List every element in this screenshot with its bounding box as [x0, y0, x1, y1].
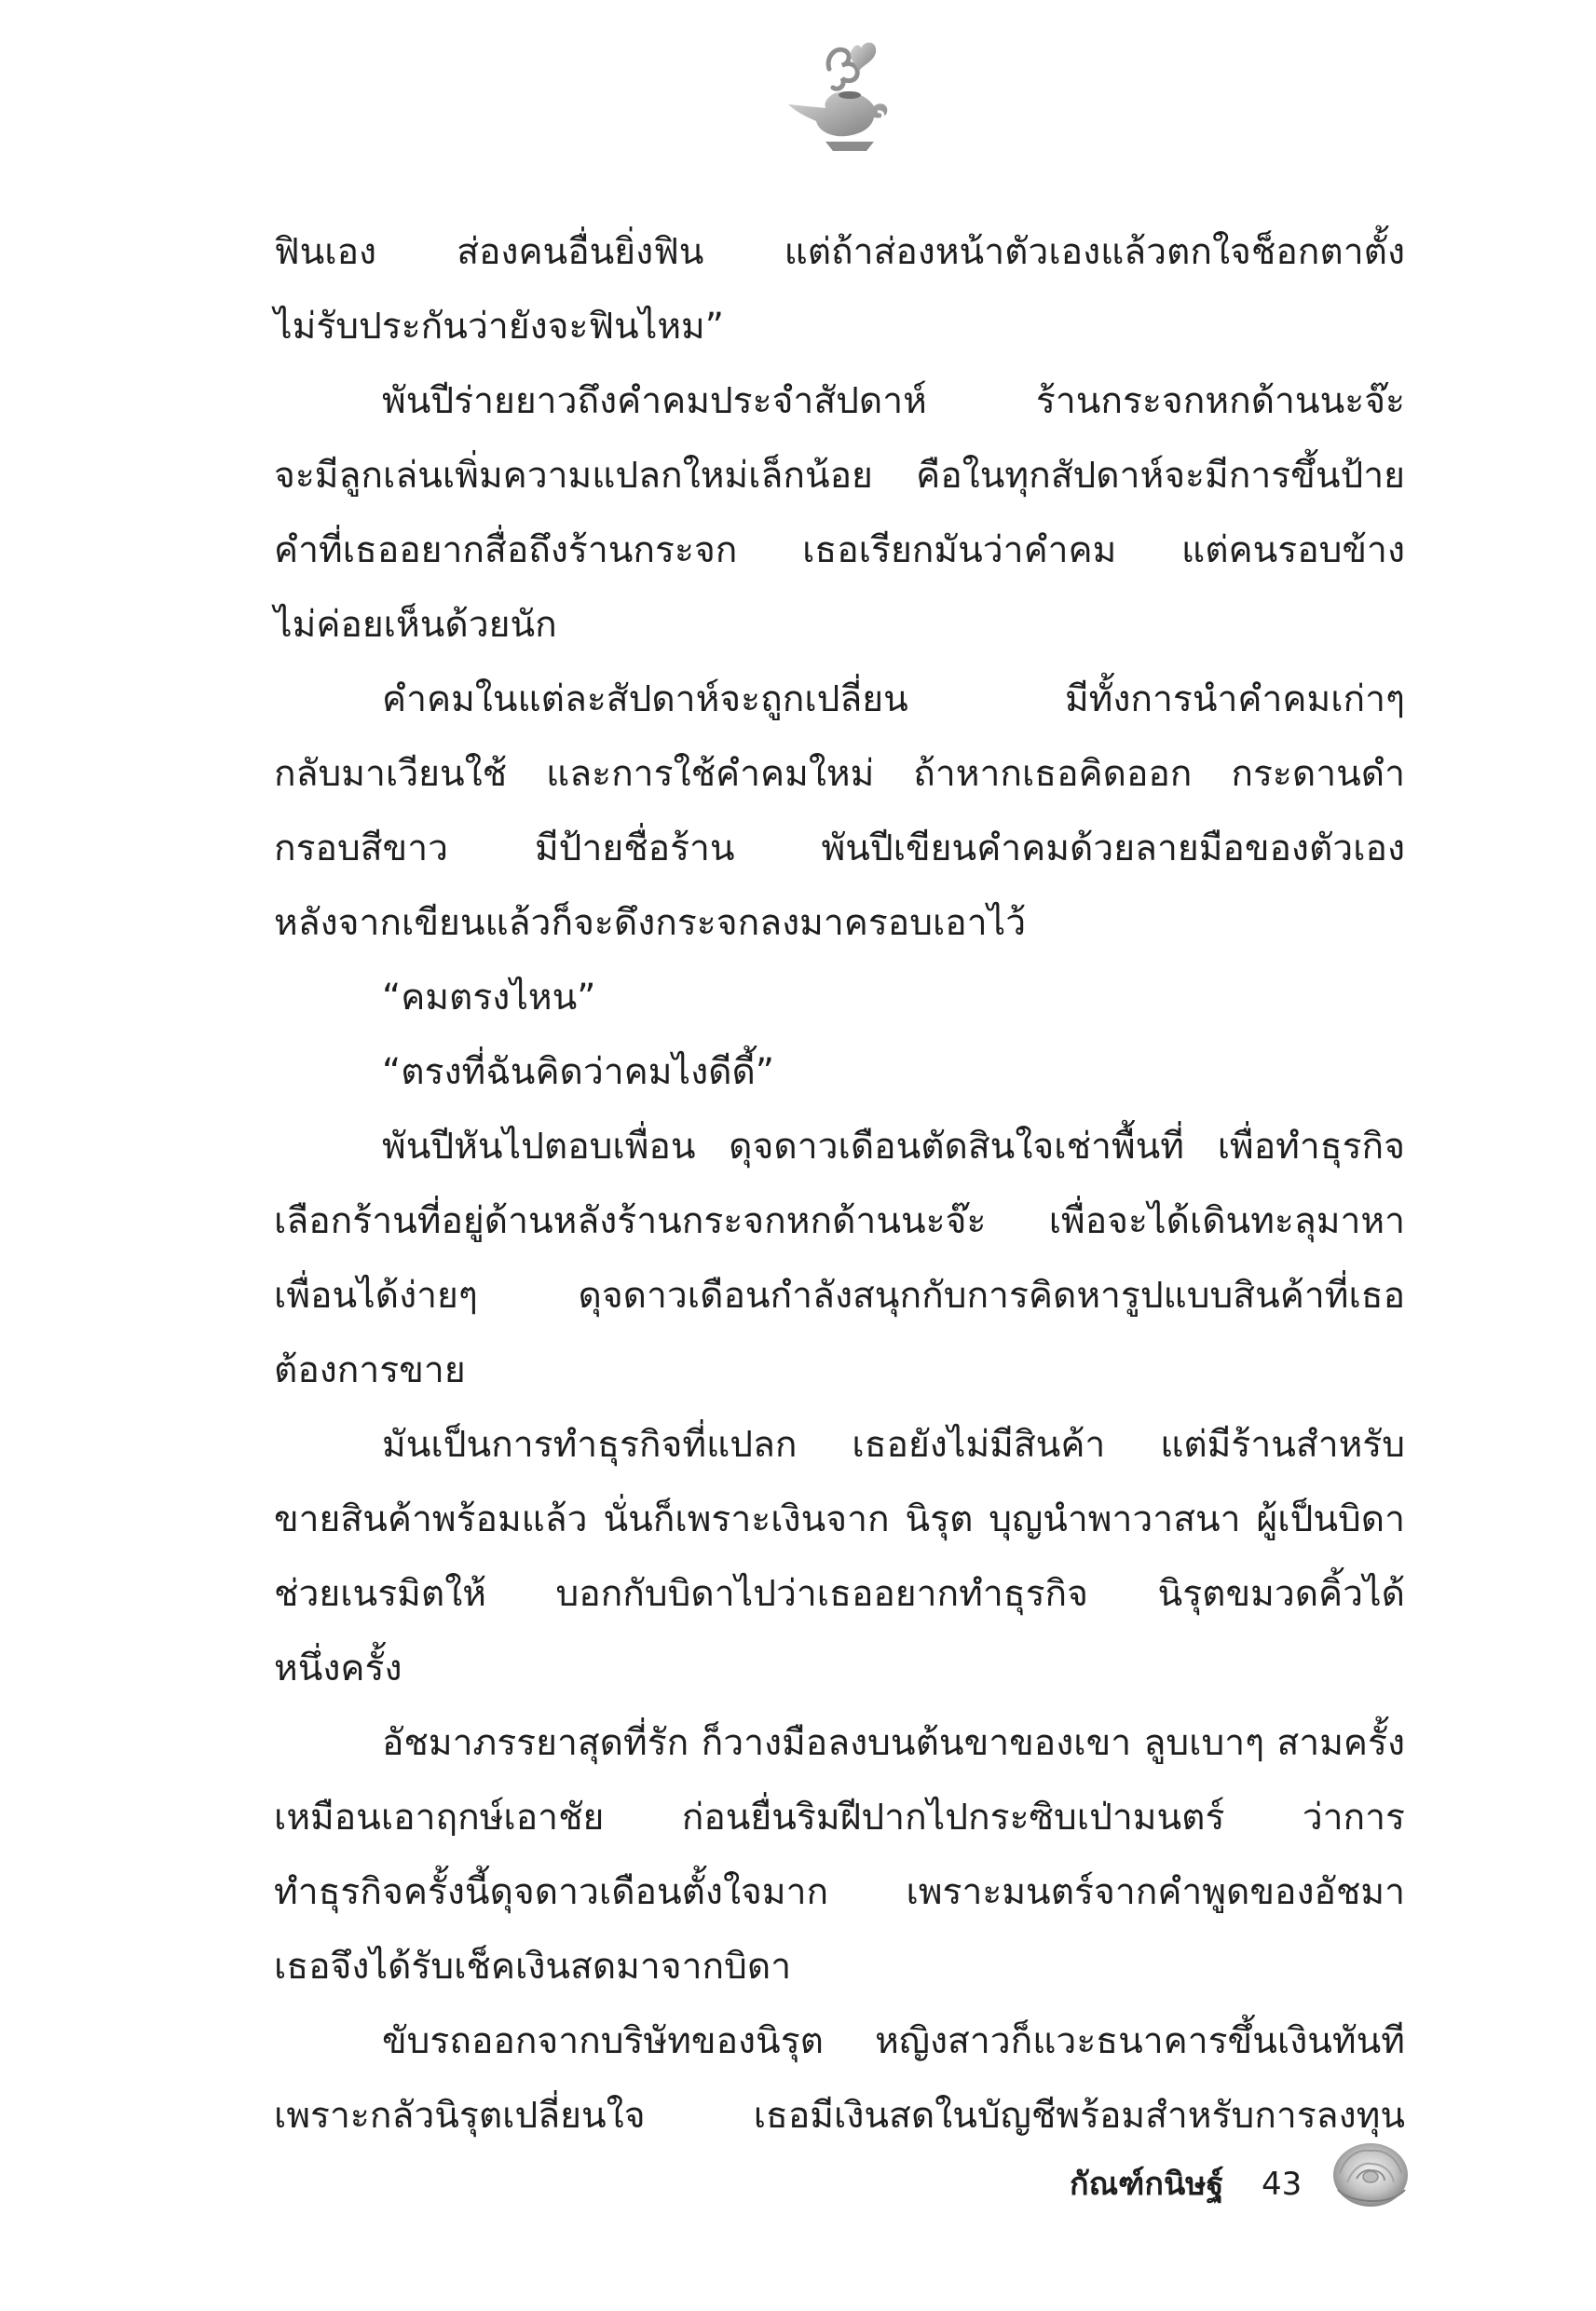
text-line: เพื่อนได้ง่ายๆ ดุจดาวเดือนกำลังสนุกกับการคิดหารูปแบบสินค้าที่เธอ	[274, 1275, 1405, 1317]
text-line: ขับรถออกจากบริษัทของนิรุต หญิงสาวก็แวะธนาคารขึ้นเงินทันที	[382, 2020, 1405, 2062]
text-line: คำคมในแต่ละสัปดาห์จะถูกเปลี่ยน มีทั้งการนำคำคมเก่าๆ	[382, 678, 1405, 720]
text-line: ไม่รับประกันว่ายังจะฟินไหม”	[274, 306, 724, 348]
text-line: มันเป็นการทำธุรกิจที่แปลก เธอยังไม่มีสินค้า แต่มีร้านสำหรับ	[382, 1424, 1405, 1466]
text-line: “คมตรงไหน”	[382, 977, 596, 1019]
text-line: เหมือนเอาฤกษ์เอาชัย ก่อนยื่นริมฝีปากไปกระซิบเป่ามนตร์ ว่าการ	[274, 1797, 1405, 1839]
text-line: ขายสินค้าพร้อมแล้ว นั่นก็เพราะเงินจาก นิรุต บุญนำพาวาสนา ผู้เป็นบิดา	[274, 1498, 1405, 1540]
text-line: “ตรงที่ฉันคิดว่าคมไงดีดี้”	[382, 1051, 774, 1093]
book-title: กัณฑ์กนิษฐ์	[1070, 2166, 1224, 2203]
text-line: อัชมาภรรยาสุดที่รัก ก็วางมือลงบนต้นขาของเขา ลูบเบาๆ สามครั้ง	[382, 1722, 1405, 1764]
text-line: ไม่ค่อยเห็นด้วยนัก	[274, 604, 557, 646]
text-line: ฟินเอง ส่องคนอื่นยิ่งฟิน แต่ถ้าส่องหน้าตัวเองแล้วตกใจช็อกตาตั้ง	[274, 231, 1405, 273]
text-line: เธอจึงได้รับเช็คเงินสดมาจากบิดา	[274, 1946, 792, 1988]
text-line: คำที่เธออยากสื่อถึงร้านกระจก เธอเรียกมันว่าคำคม แต่คนรอบข้าง	[274, 529, 1405, 571]
text-line: พันปีหันไปตอบเพื่อน ดุจดาวเดือนตัดสินใจเช่าพื้นที่ เพื่อทำธุรกิจ	[382, 1126, 1405, 1168]
text-line: ช่วยเนรมิตให้ บอกกับบิดาไปว่าเธออยากทำธุรกิจ นิรุตขมวดคิ้วได้	[274, 1573, 1405, 1615]
text-line: ทำธุรกิจครั้งนี้ดุจดาวเดือนตั้งใจมาก เพราะมนตร์จากคำพูดของอัชมา	[274, 1871, 1405, 1913]
text-line: เพราะกลัวนิรุตเปลี่ยนใจ เธอมีเงินสดในบัญชีพร้อมสำหรับการลงทุน	[274, 2095, 1405, 2137]
page-number: 43	[1262, 2166, 1303, 2203]
rose-icon	[1330, 2136, 1411, 2210]
text-line: พันปีร่ายยาวถึงคำคมประจำสัปดาห์ ร้านกระจกหกด้านนะจ๊ะ	[382, 380, 1405, 422]
text-line: จะมีลูกเล่นเพิ่มความแปลกใหม่เล็กน้อย คือในทุกสัปดาห์จะมีการขึ้นป้าย	[274, 455, 1405, 497]
text-line: หลังจากเขียนแล้วก็จะดึงกระจกลงมาครอบเอาไว้	[274, 902, 1027, 944]
text-line: กลับมาเวียนใช้ และการใช้คำคมใหม่ ถ้าหากเธอคิดออก กระดานดำ	[274, 753, 1405, 795]
text-line: ต้องการขาย	[274, 1349, 466, 1391]
text-line: หนึ่งครั้ง	[274, 1648, 402, 1689]
text-line: เลือกร้านที่อยู่ด้านหลังร้านกระจกหกด้านนะจ๊ะ เพื่อจะได้เดินทะลุมาหา	[274, 1200, 1405, 1242]
text-line: กรอบสีขาว มีป้ายชื่อร้าน พันปีเขียนคำคมด้วยลายมือของตัวเอง	[274, 827, 1405, 869]
